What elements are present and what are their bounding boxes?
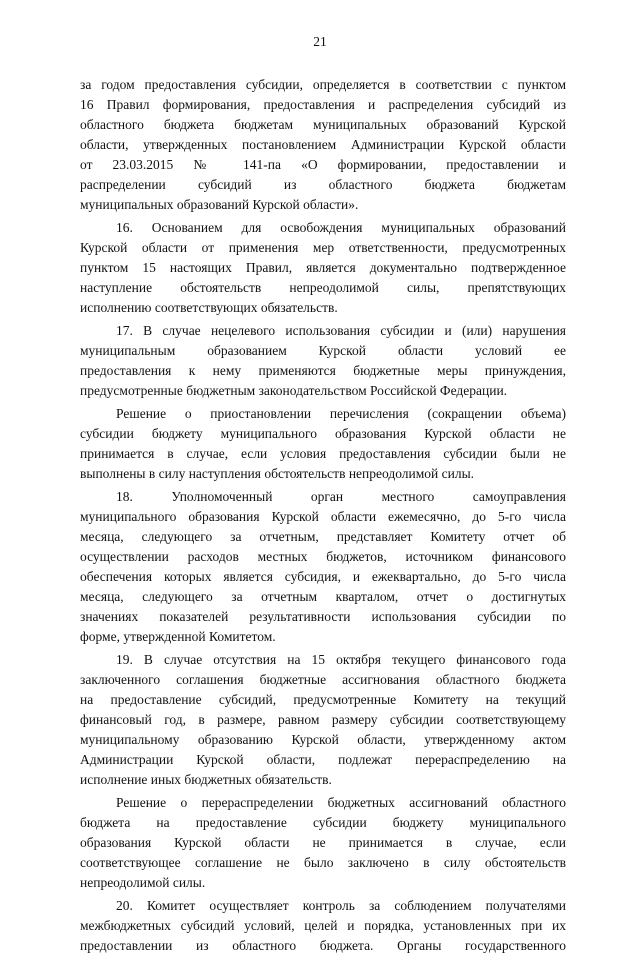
text-line: распределении субсидий из областного бюджета бюджетам [80,177,566,192]
text-line: месяца, следующего за отчетным кварталом, отчет о достигнутых [80,589,566,604]
text-line: исполнение иных бюджетных обязательств. [80,772,332,787]
text-line: 19. В случае отсутствия на 15 октября текущего финансового года [116,652,566,667]
text-line: образования Курской области не принимается в случае, если [80,835,566,850]
text-line: соответствующее соглашение не было заключено в силу обстоятельств [80,855,566,870]
text-line: муниципальным образованием Курской области условий ее [80,343,566,358]
text-line: областного бюджета бюджетам муниципальных образований Курской [80,117,566,132]
text-line: предоставления к нему применяются бюджетные меры принуждения, [80,363,566,378]
text-line: Решение о приостановлении перечисления (сокращении объема) [116,406,566,421]
page-number: 21 [313,34,327,49]
text-line: пунктом 15 настоящих Правил, является документально подтвержденное [80,260,566,275]
paragraph [80,650,566,790]
text-line: 16. Основанием для освобождения муниципальных образований [116,220,566,235]
text-line: Администрации Курской области, подлежат перераспределению на [80,752,566,767]
text-line: за годом предоставления субсидии, определяется в соответствии с пунктом [80,77,566,92]
text-line: исполнению соответствующих обязательств. [80,300,338,315]
paragraph [80,321,566,401]
text-line: области, утвержденных постановлением Администрации Курской области [80,137,566,152]
text-line: предоставлении из областного бюджета. Органы государственного [80,938,566,953]
text-line: муниципального образования Курской области ежемесячно, до 5-го числа [80,509,566,524]
text-line: выполнены в силу наступления обстоятельств непреодолимой силы. [80,466,475,481]
document-body [80,75,566,956]
text-line: Решение о перераспределении бюджетных ассигнований областного [116,795,566,810]
text-line: на предоставление субсидий, предусмотренные Комитету на текущий [80,692,566,707]
paragraph [80,404,566,484]
text-line: бюджета на предоставление субсидии бюджету муниципального [80,815,566,830]
text-line: непреодолимой силы. [80,875,206,890]
text-line: муниципальных образований Курской области». [80,197,359,212]
text-line: финансовый год, в размере, равном размеру субсидии соответствующему [80,712,566,727]
text-line: муниципальному образованию Курской области, утвержденному актом [80,732,566,747]
text-line: наступление обстоятельств непреодолимой силы, препятствующих [80,280,566,295]
text-line: заключенного соглашения бюджетные ассигнования областного бюджета [80,672,566,687]
text-line: предусмотренные бюджетным законодательством Российской Федерации. [80,383,508,398]
text-line: принимается в случае, если условия предоставления субсидии были не [80,446,566,461]
text-line: межбюджетных субсидий условий, целей и порядка, установленных при их [80,918,566,933]
paragraph [80,896,566,956]
text-line: Курской области от применения мер ответственности, предусмотренных [80,240,566,255]
text-line: 18. Уполномоченный орган местного самоуправления [116,489,566,504]
text-line: форме, утвержденной Комитетом. [80,629,276,644]
text-line: обеспечения которых является субсидия, и ежеквартально, до 5-го числа [80,569,566,584]
paragraph [80,793,566,893]
paragraph [80,75,566,215]
text-line: от 23.03.2015 № 141-па «О формировании, предоставлении и [80,157,566,172]
paragraph [80,487,566,647]
text-line: 16 Правил формирования, предоставления и распределения субсидий из [80,97,566,112]
text-line: 20. Комитет осуществляет контроль за соблюдением получателями [116,898,566,913]
paragraph [80,218,566,318]
text-line: 17. В случае нецелевого использования субсидии и (или) нарушения [116,323,566,338]
text-line: осуществлении расходов местных бюджетов, источником финансового [80,549,566,564]
text-line: субсидии бюджету муниципального образования Курской области не [80,426,566,441]
text-line: значениях показателей результативности использования субсидии по [80,609,566,624]
text-line: месяца, следующего за отчетным, представляет Комитету отчет об [80,529,566,544]
